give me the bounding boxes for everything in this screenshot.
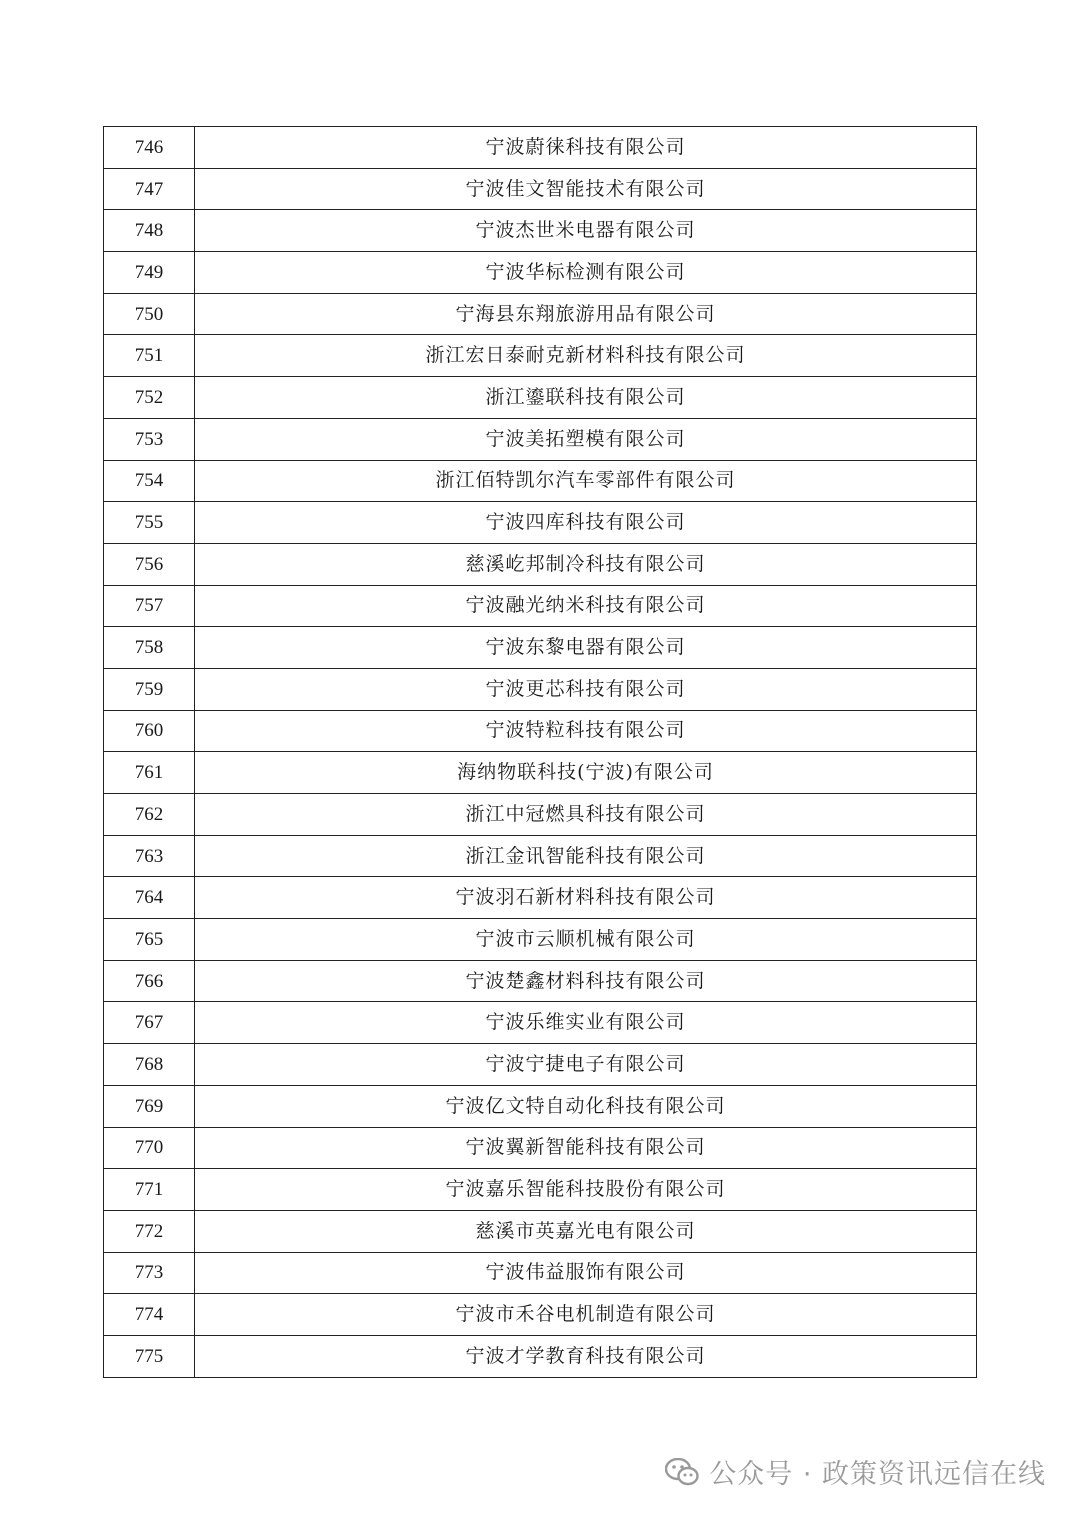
company-name: 浙江佰特凯尔汽车零部件有限公司 [195, 460, 977, 502]
table-row [104, 418, 977, 460]
company-name: 宁波更芯科技有限公司 [195, 668, 977, 710]
row-number: 761 [104, 752, 195, 794]
row-number: 770 [104, 1127, 195, 1169]
row-number: 759 [104, 668, 195, 710]
company-name: 宁波羽石新材料科技有限公司 [195, 877, 977, 919]
company-name: 宁波四库科技有限公司 [195, 502, 977, 544]
row-number: 774 [104, 1294, 195, 1336]
table-row [104, 168, 977, 210]
table-body [104, 127, 977, 1378]
company-name: 宁海县东翔旅游用品有限公司 [195, 293, 977, 335]
row-number: 749 [104, 252, 195, 294]
row-number: 750 [104, 293, 195, 335]
watermark-text: 公众号 · 政策资讯远信在线 [709, 1459, 1046, 1490]
row-number: 775 [104, 1335, 195, 1377]
company-name: 宁波才学教育科技有限公司 [195, 1335, 977, 1377]
table-row [104, 210, 977, 252]
table-row [104, 293, 977, 335]
company-name: 宁波佳文智能技术有限公司 [195, 168, 977, 210]
row-number: 753 [104, 418, 195, 460]
row-number: 760 [104, 710, 195, 752]
company-name: 宁波融光纳米科技有限公司 [195, 585, 977, 627]
company-name: 宁波东黎电器有限公司 [195, 627, 977, 669]
table-row [104, 794, 977, 836]
table-row [104, 752, 977, 794]
company-name: 宁波市禾谷电机制造有限公司 [195, 1294, 977, 1336]
row-number: 772 [104, 1210, 195, 1252]
table-row [104, 1294, 977, 1336]
table-row [104, 627, 977, 669]
company-name: 宁波翼新智能科技有限公司 [195, 1127, 977, 1169]
company-name: 浙江鎏联科技有限公司 [195, 377, 977, 419]
row-number: 758 [104, 627, 195, 669]
company-name: 浙江中冠燃具科技有限公司 [195, 794, 977, 836]
row-number: 773 [104, 1252, 195, 1294]
table-row [104, 1085, 977, 1127]
company-name: 宁波蔚徕科技有限公司 [195, 127, 977, 169]
row-number: 769 [104, 1085, 195, 1127]
company-name: 宁波伟益服饰有限公司 [195, 1252, 977, 1294]
row-number: 752 [104, 377, 195, 419]
row-number: 768 [104, 1044, 195, 1086]
table-row [104, 1044, 977, 1086]
watermark [665, 1452, 1046, 1491]
row-number: 767 [104, 1002, 195, 1044]
table-row [104, 335, 977, 377]
row-number: 771 [104, 1169, 195, 1211]
row-number: 754 [104, 460, 195, 502]
row-number: 765 [104, 919, 195, 961]
table-row [104, 252, 977, 294]
company-name: 宁波嘉乐智能科技股份有限公司 [195, 1169, 977, 1211]
table-row [104, 1127, 977, 1169]
table-row [104, 1002, 977, 1044]
row-number: 748 [104, 210, 195, 252]
company-name: 海纳物联科技(宁波)有限公司 [195, 752, 977, 794]
company-name: 宁波市云顺机械有限公司 [195, 919, 977, 961]
row-number: 756 [104, 543, 195, 585]
table-row [104, 460, 977, 502]
table-row [104, 585, 977, 627]
row-number: 751 [104, 335, 195, 377]
company-name: 宁波杰世米电器有限公司 [195, 210, 977, 252]
table-row [104, 1335, 977, 1377]
table-row [104, 127, 977, 169]
table-row [104, 835, 977, 877]
wechat-icon [665, 1458, 699, 1486]
company-name: 宁波美拓塑模有限公司 [195, 418, 977, 460]
company-name: 浙江金讯智能科技有限公司 [195, 835, 977, 877]
company-name: 宁波宁捷电子有限公司 [195, 1044, 977, 1086]
row-number: 763 [104, 835, 195, 877]
row-number: 746 [104, 127, 195, 169]
table-row [104, 710, 977, 752]
row-number: 762 [104, 794, 195, 836]
table-row [104, 1210, 977, 1252]
table-row [104, 1252, 977, 1294]
table-row [104, 877, 977, 919]
company-name: 浙江宏日泰耐克新材料科技有限公司 [195, 335, 977, 377]
company-list-table [103, 126, 977, 1378]
row-number: 764 [104, 877, 195, 919]
row-number: 766 [104, 960, 195, 1002]
company-name: 宁波华标检测有限公司 [195, 252, 977, 294]
table-row [104, 543, 977, 585]
table-row [104, 668, 977, 710]
table-row [104, 377, 977, 419]
row-number: 747 [104, 168, 195, 210]
table-row [104, 960, 977, 1002]
row-number: 757 [104, 585, 195, 627]
table-row [104, 502, 977, 544]
company-name: 宁波特粒科技有限公司 [195, 710, 977, 752]
company-name: 慈溪屹邦制冷科技有限公司 [195, 543, 977, 585]
company-name: 慈溪市英嘉光电有限公司 [195, 1210, 977, 1252]
row-number: 755 [104, 502, 195, 544]
table-row [104, 1169, 977, 1211]
company-name: 宁波楚鑫材料科技有限公司 [195, 960, 977, 1002]
company-name: 宁波亿文特自动化科技有限公司 [195, 1085, 977, 1127]
company-name: 宁波乐维实业有限公司 [195, 1002, 977, 1044]
table-row [104, 919, 977, 961]
